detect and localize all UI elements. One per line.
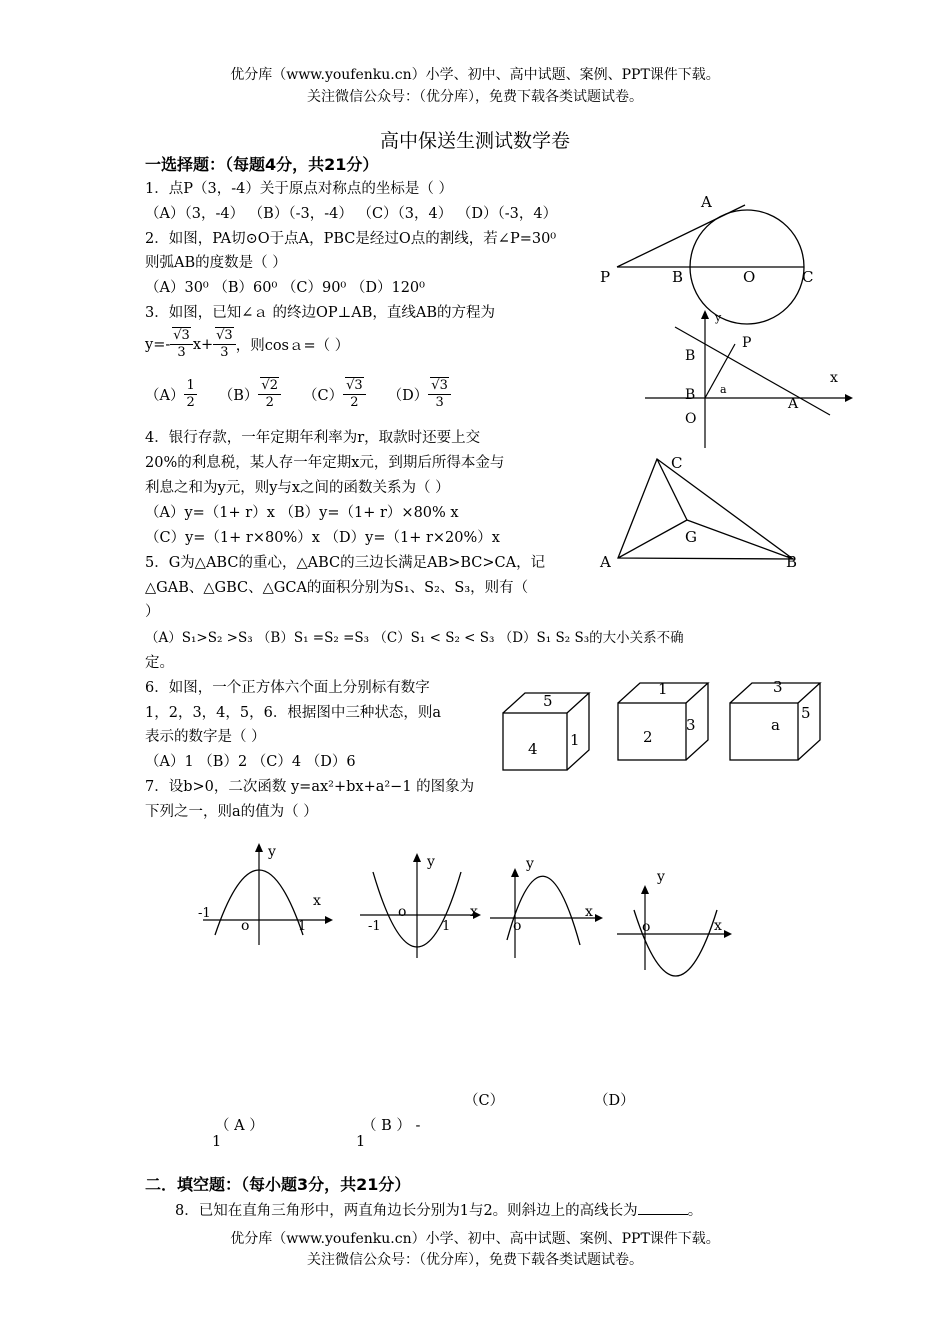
question-1-options: （A）（3，-4） （B）（-3，-4） （C）（3，4） （D）（-3，4） [145,206,558,222]
cube1-side-face: 1 [570,731,580,749]
label-b: B [786,553,798,571]
site-footer-line1: 优分库（www.youfenku.cn）小学、初中、高中试题、案例、PPT课件下载。 [230,1231,720,1247]
option-d-label: （D） [387,388,429,404]
answer-blank[interactable] [638,1214,688,1215]
y-arrow-icon [511,868,519,877]
question-8-stem: 8．已知在直角三角形中，两直角边长分别为1与2。则斜边上的高线长为 [175,1203,638,1219]
graph-b-x-label: x [470,904,478,920]
option-a-fraction [184,378,196,411]
graph-a [195,840,340,955]
graph-b-neg1: -1 [368,919,381,934]
question-5-line3: ） [145,604,160,620]
graph-c-origin: o [513,918,522,934]
graph-option-b-value: 1 [356,1134,366,1150]
question-7-line2: 下列之一，则a的值为（ ） [145,804,318,820]
graph-option-c-label: （C） [464,1093,505,1109]
eq-suffix: ，则cosａ=（ ） [235,338,350,354]
question-5-line4: （A）S₁>S₂ >S₃ （B）S₁ =S₂ =S₃ （C）S₁ < S₂ < S₃ （D）S₁ S₂ S₃的大小关系不确 [145,630,684,646]
den-2: 2 [186,395,195,410]
page-title: 高中保送生测试数学卷 [379,130,570,152]
graph-b-origin: o [398,904,407,920]
cube3-side-face: 5 [801,704,811,722]
question-8 [175,1199,702,1220]
question-6-line1: 6．如图，一个正方体六个面上分别标有数字 [145,680,430,696]
graph-d-y-label: y [657,869,665,885]
question-2-stem: 2．如图，PA切⊙O于点A，PBC是经过O点的割线，若∠P=30⁰ [145,231,557,247]
cube-3 [727,680,827,765]
x-arrow-icon [595,914,603,922]
line-ab [675,327,830,415]
sqrt2: √2 [261,378,278,393]
option-a-label: （A） [145,388,185,404]
graph-option-a-value: 1 [212,1134,222,1150]
x-arrow-icon [724,930,732,938]
graph-a-y-label: y [268,844,276,860]
section-1-heading: 一选择题：（每题4分，共21分） [145,155,379,174]
den-3: 3 [435,395,444,410]
parabola-through-origin-down [507,876,580,945]
question-6-line2: 1，2，3，4，5，6．根据图中三种状态，则a [145,705,441,721]
sqrt3: √3 [346,378,363,393]
label-c: C [802,268,814,286]
question-4-line5: （C）y=（1+ r×80%）x （D）y=（1+ r×20%）x [145,530,500,546]
fraction-sqrt3-over-3-b [213,328,236,361]
y-arrow-icon [255,843,263,852]
eq-mid: x+ [192,336,214,353]
cube2-top-face: 1 [658,680,668,698]
cube3-front-face: a [771,716,780,734]
den-3: 3 [177,345,186,360]
y-arrow-icon [641,885,649,894]
graph-d-x-label: x [714,918,722,934]
question-3-stem: 3．如图，已知∠ａ 的终边OP⊥AB，直线AB的方程为 [145,305,496,321]
question-6-line3: 表示的数字是（ ） [145,729,266,745]
label-b-top: B [685,348,696,364]
label-a: A [600,553,611,571]
fraction-sqrt3-over-3 [170,328,193,361]
label-a: A [701,193,712,211]
label-angle-a: a [720,383,727,396]
graph-c-x-label: x [585,904,593,920]
question-5-line1: 5．G为△ABC的重心，△ABC的三边长满足AB>BC>CA，记 [145,555,546,571]
segment-ag [618,520,687,558]
eq-prefix: y=- [145,336,171,353]
label-p: P [600,268,611,286]
site-header-line2: 关注微信公众号：（优分库），免费下载各类试题试卷。 [307,89,643,105]
den-3: 3 [220,345,229,360]
graph-a-neg1: -1 [198,906,211,921]
label-o: O [743,268,756,286]
num-1: 1 [186,378,195,393]
question-2-stem-2: 则弧AB的度数是（ ） [145,255,287,271]
section-2-heading: 二．填空题：（每小题3分，共21分） [145,1175,411,1194]
graph-a-origin: o [241,918,250,934]
graph-c [485,850,610,960]
graph-c-y-label: y [526,856,534,872]
graph-option-d-label: （D） [594,1093,635,1109]
label-g: G [685,528,697,546]
question-3-equation [145,328,349,361]
graph-b-pos1: 1 [442,919,451,934]
cube3-top-face: 3 [773,678,783,696]
segment-bg [687,520,793,559]
site-header-line1: 优分库（www.youfenku.cn）小学、初中、高中试题、案例、PPT课件下载。 [230,67,720,83]
graph-a-x-label: x [313,893,321,909]
cube2-side-face: 3 [686,716,696,734]
sqrt3: √3 [216,328,233,343]
question-7-line1: 7．设b>0，二次函数 y=ax²+bx+a²−1 的图象为 [145,779,475,795]
label-p: P [742,335,752,351]
option-b-label: （B） [218,388,259,404]
den-2: 2 [265,395,274,410]
sqrt3: √3 [431,378,448,393]
question-5-line2: △GAB、△GBC、△GCA的面积分别为S₁、S₂、S₃，则有（ [145,580,529,596]
option-c-label: （C） [302,388,344,404]
question-3-options [145,378,451,411]
option-b-fraction [258,378,281,411]
graph-d [612,862,737,977]
cube1-front-face: 4 [528,740,538,758]
cube-2 [615,680,715,765]
graph-b [355,850,490,960]
site-footer-line2: 关注微信公众号：（优分库），免费下载各类试题试卷。 [307,1252,643,1268]
question-6-line4: （A）1 （B）2 （C）4 （D）6 [145,754,356,770]
question-4-line1: 4．银行存款，一年定期年利率为r，取款时还要上交 [145,430,481,446]
graph-option-a-label: （ A ） [215,1118,264,1134]
question-5-line5: 定。 [145,655,174,671]
sqrt3: √3 [173,328,190,343]
question-4-line2: 20%的利息税，某人存一年定期x元，到期后所得本金与 [145,455,505,471]
label-b: B [672,268,684,286]
graph-option-b-label: （ B ） - [362,1118,421,1134]
option-d-fraction [428,378,451,411]
cube1-top-face: 5 [543,692,553,710]
cube-1 [500,690,600,775]
y-arrow-icon [701,310,709,319]
label-a: A [788,396,799,412]
den-2: 2 [350,395,359,410]
question-2-options: （A）30⁰ （B）60⁰ （C）90⁰ （D）120⁰ [145,280,425,296]
x-arrow-icon [325,916,333,924]
circle-tangent-figure [595,190,825,290]
triangle-centroid-figure [595,452,810,572]
y-arrow-icon [413,853,421,862]
label-c: C [671,454,683,472]
question-8-end: 。 [687,1203,703,1219]
graph-a-pos1: 1 [298,919,307,934]
x-arrow-icon [845,394,853,402]
question-1-stem: 1．点P（3，-4）关于原点对称点的坐标是（ ） [145,181,453,197]
graph-b-y-label: y [427,854,435,870]
question-4-line4: （A）y=（1+ r）x （B）y=（1+ r）×80% x [145,505,459,521]
cube2-front-face: 2 [643,728,653,746]
label-b-origin: B [685,387,696,403]
tangent-pa [617,205,745,267]
axes-line-figure [640,305,855,455]
label-x: x [830,370,838,386]
option-c-fraction [343,378,366,411]
question-4-line3: 利息之和为y元，则y与x之间的函数关系为（ ） [145,480,450,496]
graph-d-origin: o [642,919,651,935]
label-y-partial: y [715,311,722,324]
label-o: O [685,411,697,427]
